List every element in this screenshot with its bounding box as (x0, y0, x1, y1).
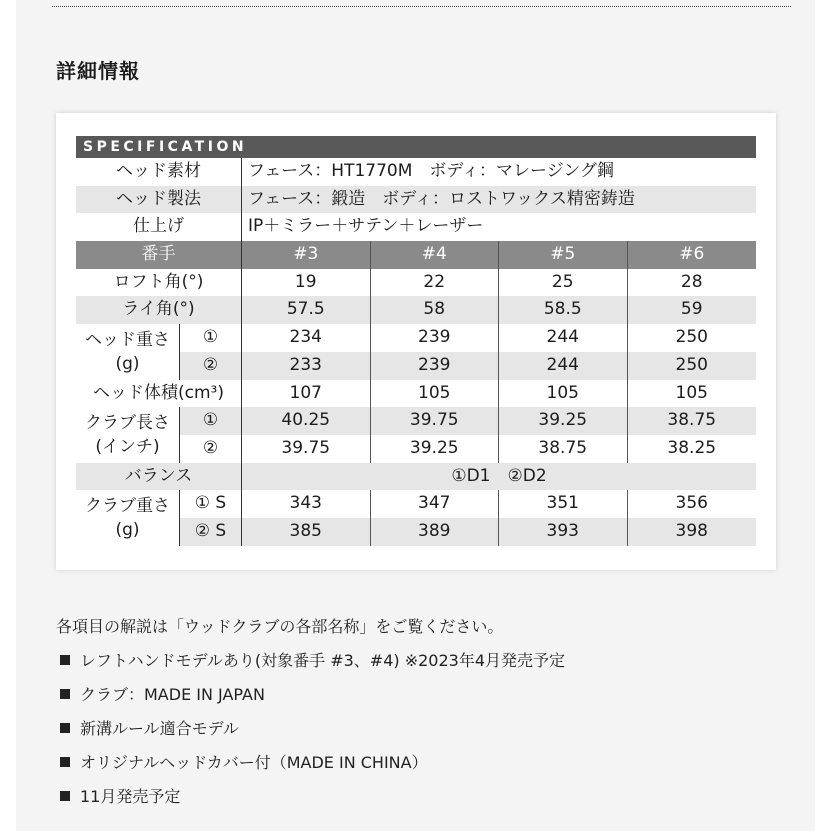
cell: 28 (680, 271, 703, 292)
spec-row-lie (76, 296, 756, 324)
cell: 39.75 (371, 407, 500, 435)
note-item (56, 683, 565, 717)
cell: 59 (680, 299, 703, 320)
row-label: バランス (76, 463, 242, 491)
row-label: 仕上げ (76, 213, 242, 241)
cell: 39.25 (499, 407, 628, 435)
cell: 389 (371, 518, 500, 546)
cell: 347 (371, 490, 500, 518)
group-label-line1: ヘッド重さ (85, 329, 170, 350)
cell: 239 (371, 352, 500, 380)
group-label-line1: クラブ長さ (85, 412, 170, 433)
cell: 385 (242, 518, 371, 546)
column-5: #5 (499, 241, 628, 269)
note-text: クラブ：MADE IN JAPAN (80, 685, 265, 704)
spec-table (76, 136, 756, 546)
note-text: 11月発売予定 (80, 787, 181, 806)
spec-row-head-material (76, 158, 756, 186)
row-label: ロフト角(°) (76, 269, 242, 297)
row-label: ヘッド素材 (76, 158, 242, 186)
group-label-line2: (インチ) (95, 436, 160, 457)
group-label-line2: (g) (115, 519, 140, 540)
cell: 233 (242, 352, 371, 380)
cell: 105 (499, 380, 628, 408)
cell: 105 (675, 382, 708, 403)
cell: 393 (499, 518, 628, 546)
spec-group-head-weight (76, 324, 756, 379)
spec-row-head-method (76, 186, 756, 214)
square-bullet-icon (60, 723, 70, 733)
column-3: #3 (242, 241, 371, 269)
cell: 39.25 (371, 435, 500, 463)
cell: 351 (499, 490, 628, 518)
row-label: ヘッド製法 (76, 186, 242, 214)
spec-card (56, 113, 776, 570)
cell: 58.5 (499, 296, 628, 324)
notes-intro: 各項目の解説は「ウッドクラブの各部名称」をご覧ください。 (56, 617, 504, 636)
notes (56, 615, 565, 819)
sub-label: ② (180, 352, 242, 380)
spec-group-club-weight (76, 490, 756, 545)
cell: 58 (371, 296, 500, 324)
note-text: レフトハンドモデルあり(対象番手 #3、#4) ※2023年4月発売予定 (80, 651, 566, 670)
cell: 22 (371, 269, 500, 297)
cell: 40.25 (242, 407, 371, 435)
cell: 105 (371, 380, 500, 408)
group-label (76, 324, 180, 379)
cell: 39.75 (242, 435, 371, 463)
cell: 38.75 (499, 435, 628, 463)
dotted-divider (52, 6, 791, 7)
spec-row (180, 490, 756, 518)
column-4: #4 (371, 241, 500, 269)
spec-row (180, 324, 756, 352)
square-bullet-icon (60, 757, 70, 767)
spec-row-finish (76, 213, 756, 241)
column-label: 番手 (76, 241, 242, 269)
spec-header: SPECIFICATION (76, 136, 756, 158)
row-value: フェース：HT1770M ボディ：マレージング鋼 (248, 161, 614, 181)
note-item (56, 751, 565, 785)
cell: 356 (675, 493, 708, 514)
square-bullet-icon (60, 791, 70, 801)
row-value: IP＋ミラー＋サテン＋レーザー (248, 216, 484, 237)
square-bullet-icon (60, 689, 70, 699)
row-label: ライ角(°) (76, 296, 242, 324)
cell: 107 (242, 380, 371, 408)
sub-label: ① S (180, 490, 242, 518)
cell: 38.75 (667, 410, 717, 431)
note-text: オリジナルヘッドカバー付（MADE IN CHINA） (80, 753, 428, 772)
cell: 38.25 (667, 437, 717, 458)
sub-label: ② S (180, 518, 242, 546)
cell: 57.5 (242, 296, 371, 324)
spec-column-header (76, 241, 756, 269)
spec-row-loft (76, 269, 756, 297)
note-item (56, 649, 565, 683)
cell: 25 (499, 269, 628, 297)
spec-row (180, 352, 756, 380)
note-item (56, 717, 565, 751)
note-item (56, 785, 565, 819)
cell: 239 (371, 324, 500, 352)
cell: 244 (499, 352, 628, 380)
row-value: フェース：鍛造 ボディ：ロストワックス精密鋳造 (248, 188, 635, 209)
cell: 234 (242, 324, 371, 352)
row-value: ①D1 ②D2 (451, 465, 547, 486)
cell: 19 (242, 269, 371, 297)
group-label-line1: クラブ重さ (85, 495, 170, 516)
spec-row-balance (76, 463, 756, 491)
group-label-line2: (g) (115, 353, 140, 374)
cell: 250 (675, 354, 708, 375)
cell: 250 (675, 327, 708, 348)
sub-label: ② (180, 435, 242, 463)
group-label (76, 490, 180, 545)
square-bullet-icon (60, 655, 70, 665)
row-label: ヘッド体積(cm³) (76, 380, 242, 408)
spec-row (180, 407, 756, 435)
spec-group-club-length (76, 407, 756, 462)
group-label (76, 407, 180, 462)
cell: 398 (675, 520, 708, 541)
cell: 244 (499, 324, 628, 352)
cell: 343 (242, 490, 371, 518)
section-title: 詳細情報 (56, 59, 140, 83)
spec-row-head-volume (76, 380, 756, 408)
sub-label: ① (180, 324, 242, 352)
column-6: #6 (679, 244, 705, 265)
note-text: 新溝ルール適合モデル (80, 719, 239, 738)
page-content (16, 0, 815, 831)
spec-row (180, 435, 756, 463)
sub-label: ① (180, 407, 242, 435)
spec-row (180, 518, 756, 546)
